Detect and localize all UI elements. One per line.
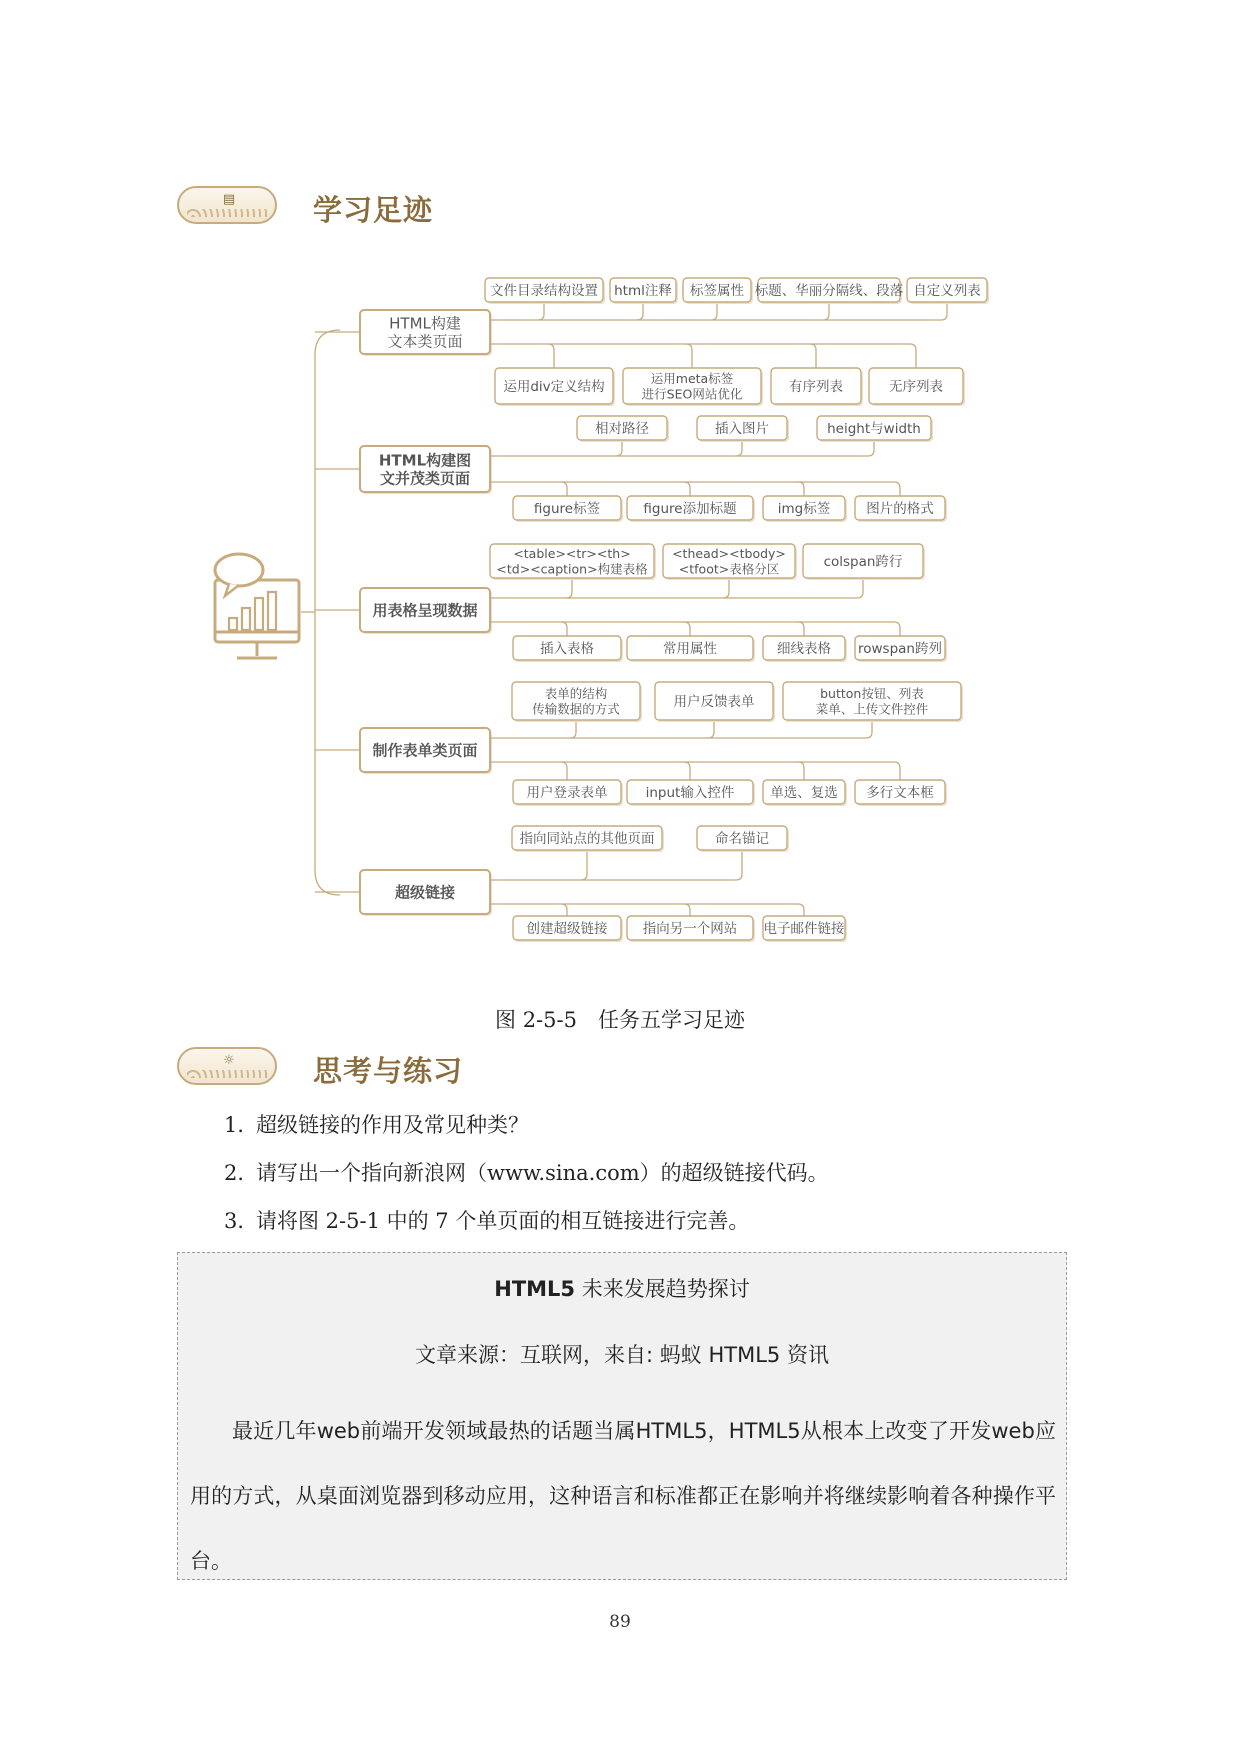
mindmap-node-label: <thead><tbody> xyxy=(672,545,786,561)
mindmap-node-label: 细线表格 xyxy=(777,640,831,657)
mindmap-node xyxy=(623,368,763,406)
mindmap-node-label: height与width xyxy=(827,420,921,437)
mindmap-node-label: <table><tr><th> xyxy=(513,545,631,561)
question-item: 1．超级链接的作用及常见种类？ xyxy=(224,1113,529,1137)
monitor-chart-icon xyxy=(215,554,299,658)
mindmap-node xyxy=(513,780,623,806)
mindmap-node xyxy=(763,496,847,522)
mindmap-node xyxy=(610,278,678,304)
mindmap-node xyxy=(763,916,847,942)
section-badge-learning xyxy=(177,186,277,224)
mindmap-node xyxy=(855,780,947,806)
wave-decoration xyxy=(187,1070,267,1078)
mindmap-node xyxy=(513,916,623,942)
mindmap-branch xyxy=(360,870,492,916)
mindmap-node-label: button按钮、列表 xyxy=(820,685,924,701)
mindmap-node-label: figure添加标题 xyxy=(643,500,737,517)
section-badge-exercise xyxy=(177,1047,277,1085)
mindmap-node-label: 有序列表 xyxy=(789,378,843,395)
figure-caption: 图 2-5-5 任务五学习足迹 xyxy=(495,1008,745,1032)
reading-source: 文章来源：互联网，来自: 蚂蚁 HTML5 资讯 xyxy=(415,1343,829,1367)
mindmap-node xyxy=(683,278,753,304)
reading-box xyxy=(177,1252,1067,1580)
mindmap-node xyxy=(627,780,755,806)
mindmap-node xyxy=(771,368,863,406)
reading-paragraph: 最近几年web前端开发领域最热的话题当属HTML5，HTML5从根本上改变了开发web应用的方式，从桌面浏览器到移动应用，这种语言和标准都正在影响并将继续影响着各种操作平台。 xyxy=(190,1419,1056,1573)
mindmap-node xyxy=(485,278,605,304)
mindmap-node-label: 文件目录结构设置 xyxy=(490,282,598,299)
mindmap-node xyxy=(627,916,755,942)
mindmap-node-label: 单选、复选 xyxy=(770,784,838,801)
mindmap-node-label: 指向另一个网站 xyxy=(642,920,738,937)
mindmap-node-label: 进行SEO网站优化 xyxy=(641,386,743,402)
mindmap-node-label: rowspan跨列 xyxy=(858,640,942,657)
mindmap-node-label: 标题、华丽分隔线、段落 xyxy=(754,282,904,299)
mindmap-node-label: 电子邮件链接 xyxy=(763,920,845,937)
wave-decoration xyxy=(187,209,267,217)
mindmap-node-label: 无序列表 xyxy=(889,378,943,395)
mindmap-node-label: 命名锚记 xyxy=(715,830,769,847)
mindmap-node-label: <td><caption>构建表格 xyxy=(496,561,648,577)
mindmap-node-label: colspan跨行 xyxy=(823,553,903,570)
mindmap-node-label: input输入控件 xyxy=(645,784,735,801)
mindmap-node-label: 文本类页面 xyxy=(387,332,463,351)
mindmap-node-label: HTML构建 xyxy=(389,314,461,333)
mindmap-branch xyxy=(360,588,492,634)
mindmap-node xyxy=(495,368,615,406)
mindmap-branch xyxy=(360,446,492,494)
mindmap-node xyxy=(663,544,797,580)
mindmap-node-label: 指向同站点的其他页面 xyxy=(519,830,655,847)
mindmap-branch xyxy=(360,310,492,356)
mindmap-node xyxy=(513,636,623,662)
mindmap-node xyxy=(907,278,989,304)
mindmap-node-label: 超级链接 xyxy=(394,883,456,902)
section-title-learning: 学习足迹 xyxy=(313,193,434,227)
mindmap-node xyxy=(490,544,656,580)
mindmap-node-label: 自定义列表 xyxy=(913,282,981,299)
mindmap-node-label: 相对路径 xyxy=(595,420,649,437)
mindmap-node-label: 插入表格 xyxy=(540,640,594,657)
mindmap-node-label: 多行文本框 xyxy=(866,784,934,801)
mindmap-node-label: 常用属性 xyxy=(663,640,717,657)
question-item: 3．请将图 2-5-1 中的 7 个单页面的相互链接进行完善。 xyxy=(224,1209,750,1233)
mindmap-node-label: figure标签 xyxy=(533,500,601,517)
mindmap-node-label: 表单的结构 xyxy=(544,685,608,701)
thinking-icon: ☼ xyxy=(223,1053,235,1068)
mindmap-node-label: html注释 xyxy=(614,282,672,299)
mindmap-node-label: 文并茂类页面 xyxy=(379,469,471,488)
question-item: 2．请写出一个指向新浪网（www.sina.com）的超级链接代码。 xyxy=(224,1161,829,1185)
mindmap-diagram xyxy=(205,270,1035,960)
mindmap-node xyxy=(655,682,775,722)
mindmap-node-label: 标签属性 xyxy=(690,282,744,299)
mindmap-node xyxy=(513,496,623,522)
section-title-exercise: 思考与练习 xyxy=(313,1054,464,1088)
mindmap-node-label: 制作表单类页面 xyxy=(372,741,478,760)
mindmap-node-label: 用户反馈表单 xyxy=(673,693,755,710)
mindmap-node-label: 用户登录表单 xyxy=(526,784,608,801)
mindmap-node xyxy=(512,682,642,722)
mindmap-node-label: 创建超级链接 xyxy=(526,920,608,937)
reading-title: HTML5 未来发展趋势探讨 xyxy=(494,1277,750,1301)
mindmap-node-label: <tfoot>表格分区 xyxy=(678,561,780,577)
mindmap-node xyxy=(783,682,963,722)
mindmap-node xyxy=(577,416,669,442)
mindmap-node xyxy=(755,278,904,304)
mindmap-node-label: 用表格呈现数据 xyxy=(372,601,478,620)
mindmap-node-label: 图片的格式 xyxy=(866,500,934,517)
mindmap-node xyxy=(803,544,925,580)
page-number: 89 xyxy=(609,1612,631,1632)
mindmap-node xyxy=(869,368,965,406)
mindmap-node-label: 菜单、上传文件控件 xyxy=(815,701,929,717)
mindmap-node xyxy=(763,636,847,662)
mindmap-node xyxy=(697,826,789,852)
mindmap-node-label: 传输数据的方式 xyxy=(532,701,620,717)
mindmap-node xyxy=(763,780,847,806)
mindmap-node xyxy=(855,496,947,522)
mindmap-node-label: 插入图片 xyxy=(715,420,769,437)
mindmap-node xyxy=(512,826,664,852)
mindmap-branch xyxy=(360,728,492,774)
mindmap-node xyxy=(855,636,947,662)
mindmap-node-label: 运用div定义结构 xyxy=(503,378,605,395)
mindmap-node xyxy=(817,416,933,442)
mindmap-node-label: img标签 xyxy=(777,500,831,517)
mindmap-node-label: HTML构建图 xyxy=(378,451,472,470)
mindmap-node xyxy=(627,496,755,522)
clipboard-icon: ▤ xyxy=(222,192,236,207)
mindmap-node xyxy=(627,636,755,662)
mindmap-node xyxy=(697,416,789,442)
mindmap-node-label: 运用meta标签 xyxy=(650,370,734,386)
